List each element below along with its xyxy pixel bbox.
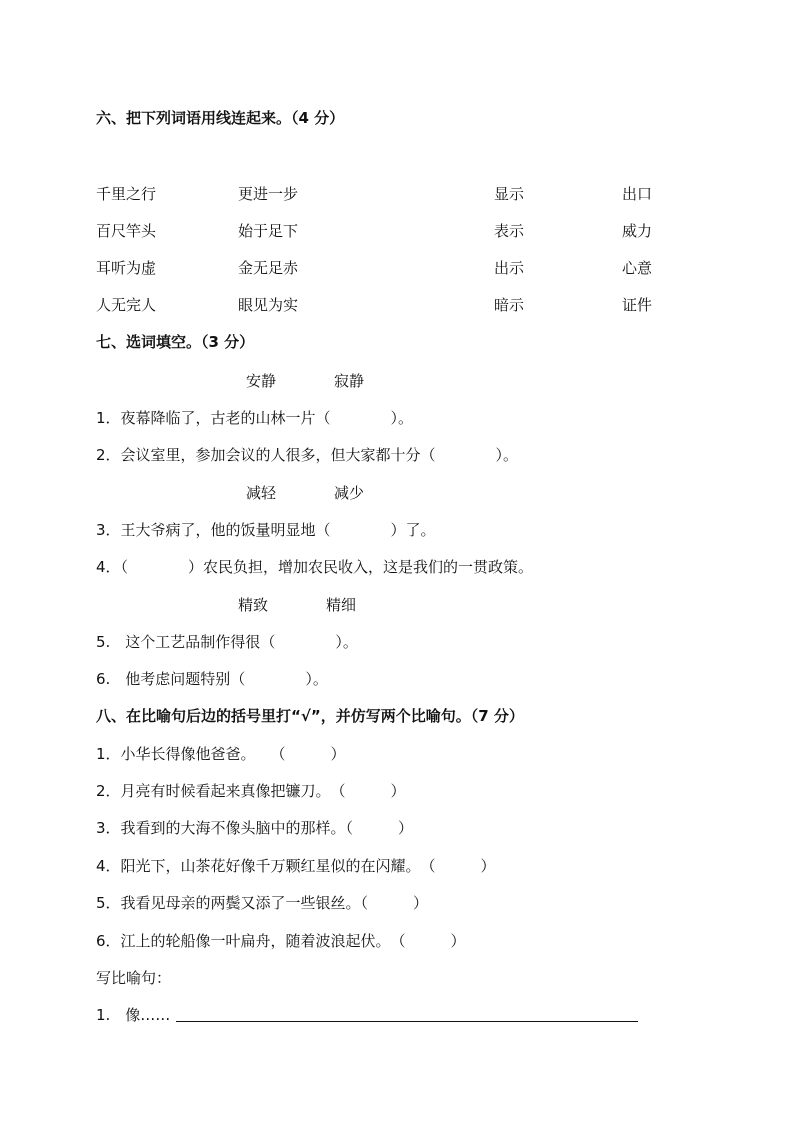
section-6-title: 六、把下列词语用线连起来。（4 分）: [96, 109, 345, 127]
fill-blank-item: 4．（ ）农民负担，增加农民收入，这是我们的一贯政策。: [96, 558, 534, 576]
match-right-1: 出口: [622, 185, 653, 203]
section-8-title: 八、在比喻句后边的括号里打“√”，并仿写两个比喻句。（7 分）: [96, 707, 524, 725]
match-word-1: 显示: [494, 185, 525, 203]
fill-blank-item: 1．夜幕降临了，古老的山林一片（ ）。: [96, 409, 414, 427]
match-word-3: 出示: [494, 259, 525, 277]
word-option: 精致: [238, 596, 269, 614]
match-word-4: 暗示: [494, 296, 525, 314]
match-mid-2: 始于足下: [238, 222, 299, 240]
simile-item: 3．我看到的大海不像头脑中的那样。（ ）: [96, 819, 414, 837]
match-left-4: 人无完人: [96, 296, 157, 314]
word-option: 寂静: [334, 372, 365, 390]
match-word-2: 表示: [494, 222, 525, 240]
fill-blank-item: 5. 这个工艺品制作得很（ ）。: [96, 633, 358, 651]
match-left-2: 百尺竿头: [96, 222, 157, 240]
fill-blank-item: 6. 他考虑问题特别（ ）。: [96, 670, 328, 688]
answer-line[interactable]: [176, 1021, 638, 1022]
word-option: 减少: [334, 484, 365, 502]
match-right-2: 威力: [622, 222, 653, 240]
fill-blank-item: 3．王大爷病了，他的饭量明显地（ ）了。: [96, 521, 436, 539]
word-option: 减轻: [246, 484, 277, 502]
match-mid-4: 眼见为实: [238, 296, 299, 314]
simile-item: 4．阳光下，山茶花好像千万颗红星似的在闪耀。 （ ）: [96, 857, 496, 875]
simile-item: 1．小华长得像他爸爸。 （ ）: [96, 745, 346, 763]
word-option: 安静: [246, 372, 277, 390]
simile-item: 6．江上的轮船像一叶扁舟，随着波浪起伏。 （ ）: [96, 932, 466, 950]
section-7-title: 七、选词填空。（3 分）: [96, 333, 255, 351]
match-mid-1: 更进一步: [238, 185, 299, 203]
simile-item: 2．月亮有时候看起来真像把镰刀。 （ ）: [96, 782, 406, 800]
match-mid-3: 金无足赤: [238, 259, 299, 277]
match-left-1: 千里之行: [96, 185, 157, 203]
write-simile-prefix: 1. 像……: [96, 1006, 171, 1024]
fill-blank-item: 2．会议室里，参加会议的人很多，但大家都十分（ ）。: [96, 446, 519, 464]
match-left-3: 耳听为虚: [96, 259, 157, 277]
word-option: 精细: [326, 596, 357, 614]
match-right-3: 心意: [622, 259, 653, 277]
write-simile-label: 写比喻句：: [96, 969, 172, 987]
simile-item: 5．我看见母亲的两鬓又添了一些银丝。（ ）: [96, 894, 429, 912]
match-right-4: 证件: [622, 296, 653, 314]
